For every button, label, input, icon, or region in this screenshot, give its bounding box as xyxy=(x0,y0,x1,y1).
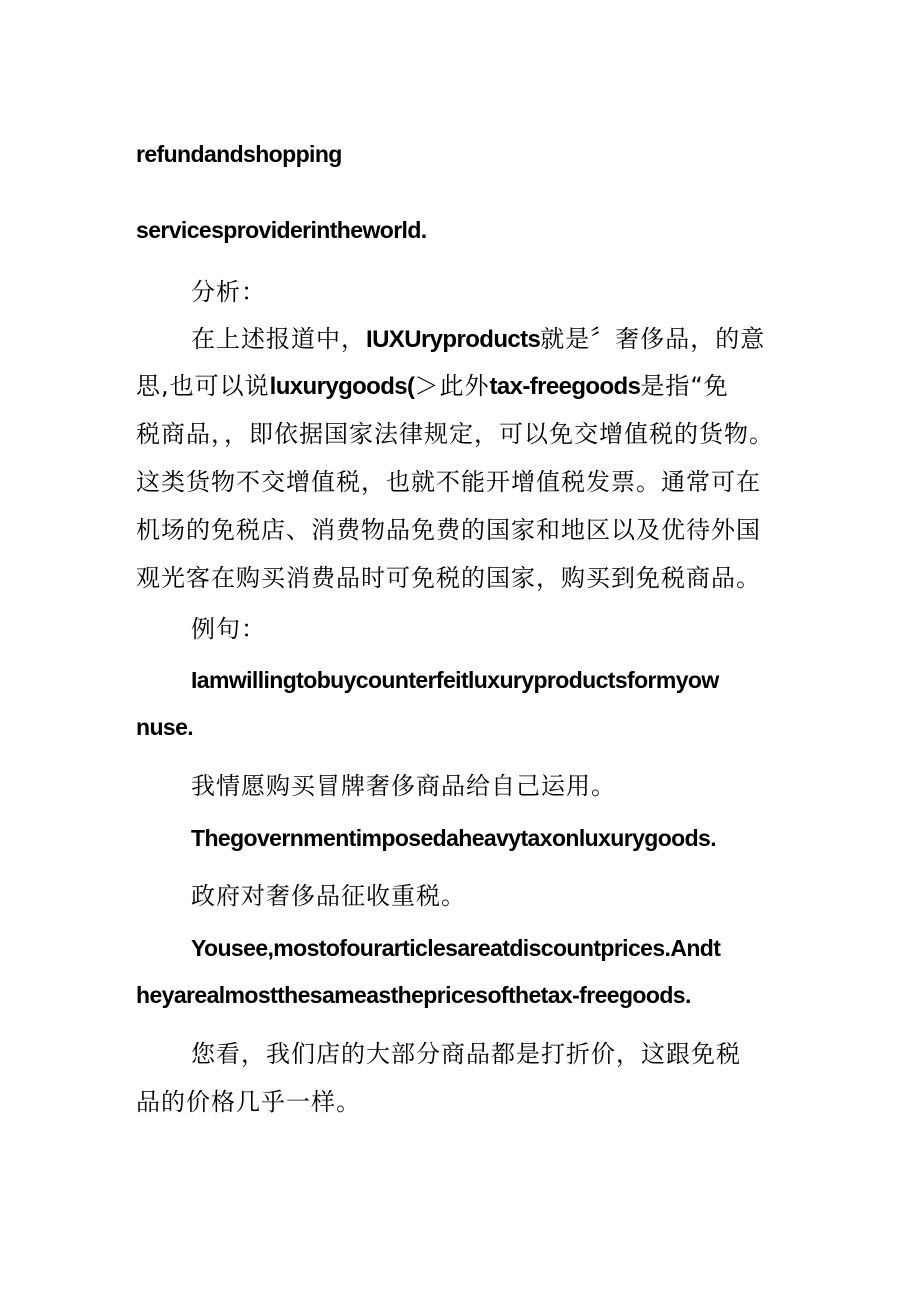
example-2-en: Thegovernmentimposedaheavytaxonluxurygoods. xyxy=(191,825,717,851)
text-line-refund: refundandshopping xyxy=(136,141,342,167)
analysis-line-6: 观光客在购买消费品时可免税的国家，购买到免税商品。 xyxy=(136,564,761,592)
example-3-zh-line-2: 品的价格几乎一样。 xyxy=(136,1088,361,1116)
term-luxury-goods: luxurygoods( xyxy=(269,373,415,400)
example-1-zh: 我情愿购买冒牌奢侈商品给自己运用。 xyxy=(191,772,616,800)
example-1-en-line-1: Iamwillingtobuycounterfeitluxuryproductsformyow xyxy=(191,667,719,693)
heading-analysis: 分析： xyxy=(191,278,266,306)
analysis-line-1-part-1: 在上述报道中， xyxy=(191,325,366,353)
analysis-line-2-part-5: 是指“免 xyxy=(640,372,729,400)
example-2-zh: 政府对奢侈品征收重税。 xyxy=(191,882,466,910)
analysis-line-4: 这类货物不交增值税，也就不能开增值税发票。通常可在 xyxy=(136,468,761,496)
analysis-line-2 xyxy=(136,374,729,399)
analysis-line-5: 机场的免税店、消费物品免费的国家和地区以及优待外国 xyxy=(136,516,761,544)
analysis-line-2-part-3: ＞此外 xyxy=(414,372,490,400)
example-3-zh-line-1: 您看，我们店的大部分商品都是打折价，这跟免税 xyxy=(191,1040,741,1068)
analysis-line-3: 税商品，，即依据国家法律规定，可以免交增值税的货物。 xyxy=(136,420,774,448)
text-line-services: servicesproviderintheworld. xyxy=(136,217,427,243)
example-1-en-line-2: nuse. xyxy=(136,714,194,740)
term-tax-free-goods: tax-freegoods xyxy=(489,373,641,400)
analysis-line-2-part-1: 思,也可以说 xyxy=(136,372,270,400)
analysis-line-1 xyxy=(191,327,765,352)
example-3-en-line-1: Yousee,mostofourarticlesareatdiscountprices.Andt xyxy=(191,935,721,961)
heading-examples: 例句： xyxy=(191,615,266,643)
analysis-line-1-part-3: 就是〞奢侈品，的意 xyxy=(540,325,766,353)
example-3-en-line-2: heyarealmostthesameasthepricesofthetax-freegoods. xyxy=(136,982,691,1008)
term-luxury-products: IUXUryproducts xyxy=(366,326,541,353)
